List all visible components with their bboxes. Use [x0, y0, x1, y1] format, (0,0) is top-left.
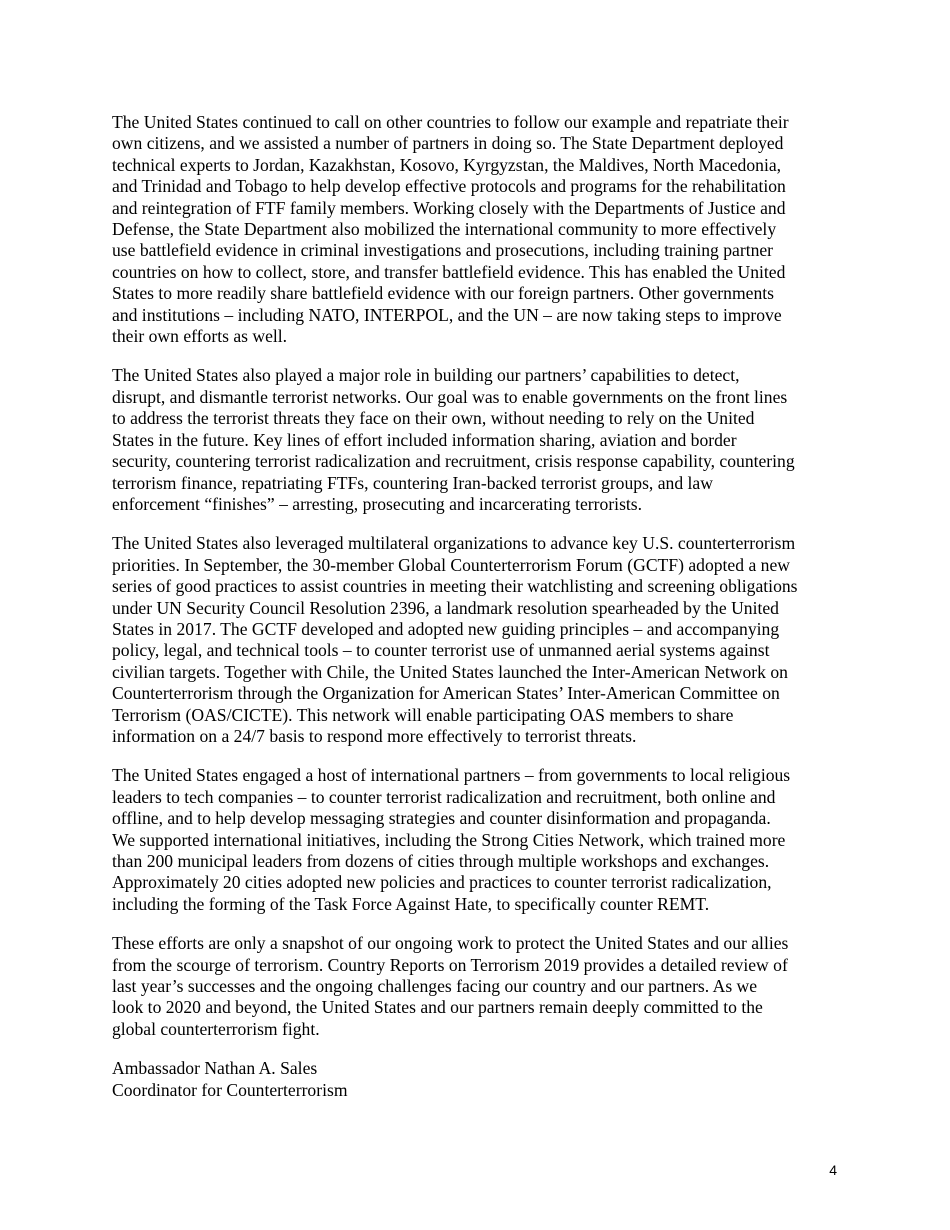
- signature-title: Coordinator for Counterterrorism: [112, 1079, 348, 1100]
- paragraph-international-partners: The United States engaged a host of international partners – from governments to local religious leaders to tech companies – to counter terrorist radicalization and recruitment, both online and offline, and to help develop messaging strategies and counter disinformation and propaganda. We supported international initiatives, including the Strong Cities Network, which trained more than 200 municipal leaders from dozens of cities through multiple workshops and exchanges. Approximately 20 cities adopted new policies and practices to counter terrorist radicalization, including the forming of the Task Force Against Hate, to specifically counter REMT.: [112, 765, 791, 914]
- paragraph-conclusion: These efforts are only a snapshot of our ongoing work to protect the United States and our allies from the scourge of terrorism. Country Reports on Terrorism 2019 provides a detailed review of last year’s successes and the ongoing challenges facing our country and our partners. As we look to 2020 and beyond, the United States and our partners remain deeply committed to the global counterterrorism fight.: [112, 933, 789, 1039]
- document-body: [112, 112, 840, 1101]
- paragraph-multilateral-organizations: The United States also leveraged multilateral organizations to advance key U.S. counterterrorism priorities. In September, the 30-member Global Counterterrorism Forum (GCTF) adopted a new series of good practices to assist countries in meeting their watchlisting and screening obligations under UN Security Council Resolution 2396, a landmark resolution spearheaded by the United States in 2017. The GCTF developed and adopted new guiding principles – and accompanying policy, legal, and technical tools – to counter terrorist use of unmanned aerial systems against civilian targets. Together with Chile, the United States launched the Inter-American Network on Counterterrorism through the Organization for American States’ Inter-American Committee on Terrorism (OAS/CICTE). This network will enable participating OAS members to share information on a 24/7 basis to respond more effectively to terrorist threats.: [112, 533, 798, 746]
- page-number: 4: [829, 1162, 837, 1178]
- signature-name: Ambassador Nathan A. Sales: [112, 1058, 318, 1079]
- paragraph-repatriation: The United States continued to call on other countries to follow our example and repatriate their own citizens, and we assisted a number of partners in doing so. The State Department deployed technical experts to Jordan, Kazakhstan, Kosovo, Kyrgyzstan, the Maldives, North Macedonia, and Trinidad and Tobago to help develop effective protocols and programs for the rehabilitation and reintegration of FTF family members. Working closely with the Departments of Justice and Defense, the State Department also mobilized the international community to more effectively use battlefield evidence in criminal investigations and prosecutions, including training partner countries on how to collect, store, and transfer battlefield evidence. This has enabled the United States to more readily share battlefield evidence with our foreign partners. Other governments and institutions – including NATO, INTERPOL, and the UN – are now taking steps to improve their own efforts as well.: [112, 112, 789, 347]
- paragraph-partner-capabilities: The United States also played a major role in building our partners’ capabilities to detect, disrupt, and dismantle terrorist networks. Our goal was to enable governments on the front lines to address the terrorist threats they face on their own, without needing to rely on the United States in the future. Key lines of effort included information sharing, aviation and border security, countering terrorist radicalization and recruitment, crisis response capability, countering terrorism finance, repatriating FTFs, countering Iran-backed terrorist groups, and law enforcement “finishes” – arresting, prosecuting and incarcerating terrorists.: [112, 365, 795, 514]
- signature-block: [112, 1058, 840, 1101]
